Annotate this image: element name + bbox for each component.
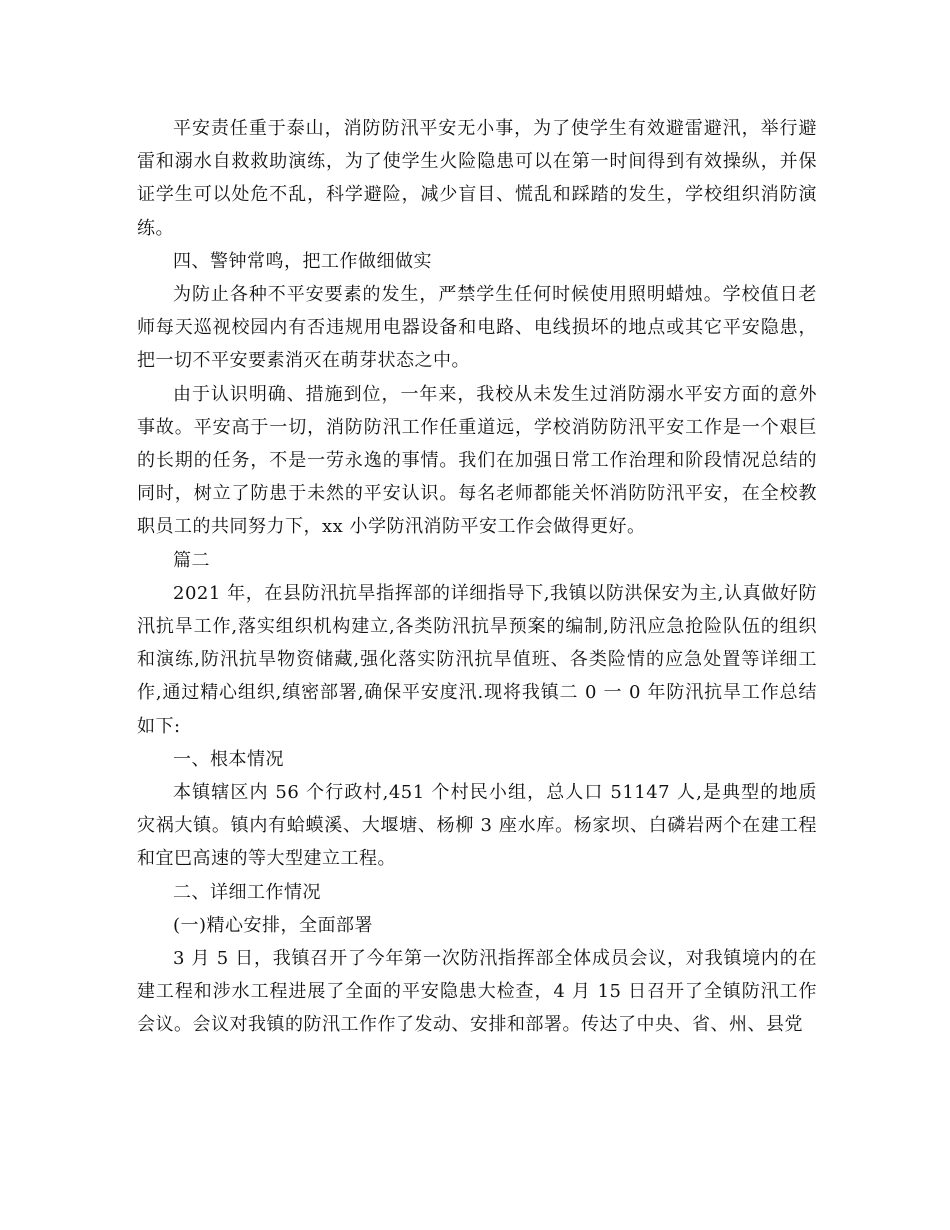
heading-section-four: 四、警钟常鸣，把工作做细做实 [173,250,432,272]
paragraph-safety-drill: 平安责任重于泰山，消防防汛平安无小事，为了使学生有效避雷避汛，举行避雷和溺水自救救助演练，为了使学生火险隐患可以在第一时间得到有效操纵，并保证学生可以处危不乱，科学避险，减少盲目、慌乱和踩踏的发生，学校组织消防演练。 [137,118,817,239]
paragraph-flood-intro: 2021 年，在县防汛抗旱指挥部的详细指导下,我镇以防洪保安为主,认真做好防汛抗旱工作,落实组织机构建立,各类防汛抗旱预案的编制,防汛应急抢险队伍的组织和演练,防汛抗旱物资储藏,强化落实防汛抗旱值班、各类险情的应急处置等详细工作,通过精心组织,缜密部署,确保平安度汛.现将我镇二 0 一 0 年防汛抗旱工作总结如下: [137,582,817,737]
paragraph-town-overview: 本镇辖区内 56 个行政村,451 个村民小组，总人口 51147 人,是典型的地质灾祸大镇。镇内有蛤蟆溪、大堰塘、杨柳 3 座水库。杨家坝、白磷岩两个在建工程和宜巴高速的等大型建立工程。 [137,782,817,870]
document-page [137,112,817,1042]
heading-basic-situation: 一、根本情况 [173,748,284,770]
paragraph-candle-ban: 为防止各种不平安要素的发生，严禁学生任何时候使用照明蜡烛。学校值日老师每天巡视校园内有否违规用电器设备和电路、电线损坏的地点或其它平安隐患，把一切不平安要素消灭在萌芽状态之中。 [137,284,817,372]
heading-work-details: 二、详细工作情况 [173,881,321,903]
heading-part-two: 篇二 [173,549,210,571]
paragraph-meetings: 3 月 5 日，我镇召开了今年第一次防汛指挥部全体成员会议，对我镇境内的在建工程和涉水工程进展了全面的平安隐患大检查，4 月 15 日召开了全镇防汛工作会议。会议对我镇的防汛工作作了发动、安排和部署。传达了中央、省、州、县党 [137,948,817,1036]
paragraph-summary: 由于认识明确、措施到位，一年来，我校从未发生过消防溺水平安方面的意外事故。平安高于一切，消防防汛工作任重道远，学校消防防汛平安工作是一个艰巨的长期的任务，不是一劳永逸的事情。我们在加强日常工作治理和阶段情况总结的同时，树立了防患于未然的平安认识。每名老师都能关怀消防防汛平安，在全校教职员工的共同努力下，xx 小学防汛消防平安工作会做得更好。 [137,383,817,538]
subheading-careful-arrangement: (一)精心安排，全面部署 [173,914,374,936]
